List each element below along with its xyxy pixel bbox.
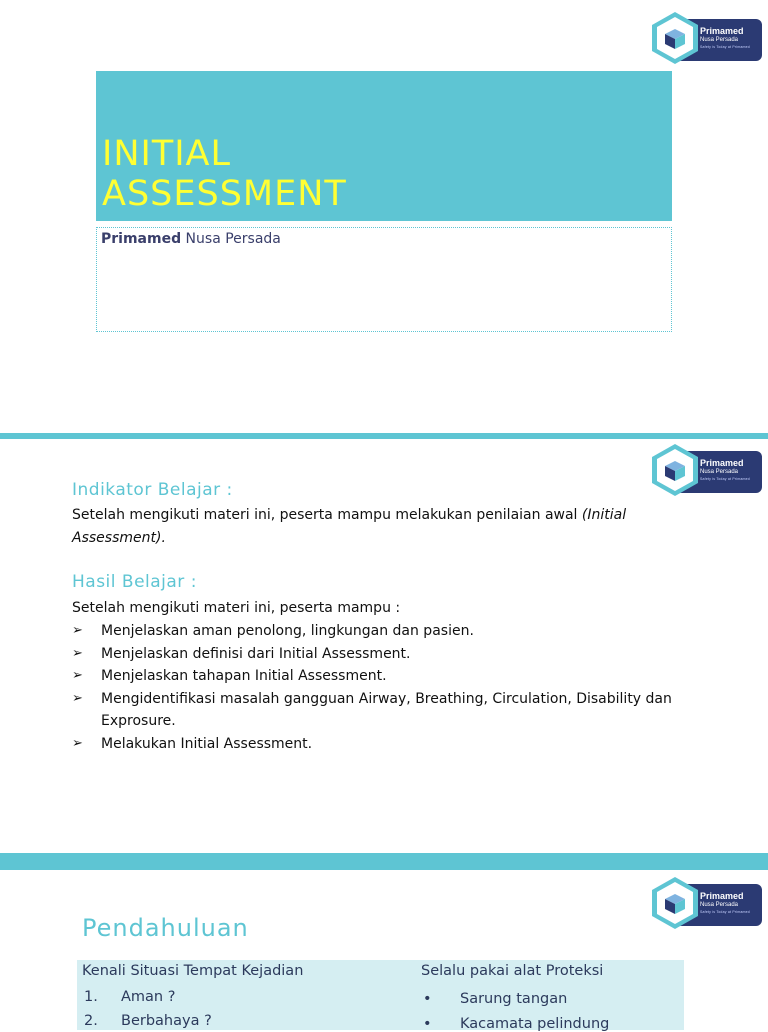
- logo-hexagon-icon: [650, 11, 700, 65]
- list-item: [72, 665, 722, 688]
- result-text: Menjelaskan definisi dari Initial Assessment.: [101, 645, 411, 662]
- list-item: [72, 688, 722, 733]
- left-column-header: Kenali Situasi Tempat Kejadian: [82, 963, 304, 979]
- list-item-label: Berbahaya ?: [121, 1013, 212, 1029]
- arrow-bullet-icon: ➢: [72, 645, 83, 661]
- list-item: [84, 989, 98, 1005]
- logo-primamed: [650, 443, 762, 497]
- logo-tagline: Safety is Today at Primamed: [700, 477, 750, 481]
- right-column-header: Selalu pakai alat Proteksi: [421, 963, 604, 979]
- heading-hasil: Hasil Belajar :: [72, 572, 197, 592]
- logo-primamed: [650, 876, 762, 930]
- list-item-label: Kacamata pelindung: [460, 1016, 610, 1032]
- list-item: [72, 620, 722, 643]
- result-text: Menjelaskan aman penolong, lingkungan dan pasien.: [101, 623, 474, 639]
- subtitle-rest: Nusa Persada: [181, 231, 281, 247]
- logo-name: Primamed: [700, 26, 744, 36]
- logo-name: Primamed: [700, 458, 744, 468]
- item-number: 2.: [84, 1013, 98, 1029]
- slide-title-text: [102, 134, 662, 214]
- indicator-italic-1: (Initial: [581, 507, 627, 523]
- result-text: Melakukan Initial Assessment.: [101, 735, 313, 752]
- list-item: [72, 733, 722, 756]
- heading-pendahuluan: Pendahuluan: [82, 914, 249, 942]
- bullet-dot-icon: •: [423, 1016, 432, 1032]
- bullet-dot-icon: •: [423, 991, 432, 1007]
- heading-indikator: Indikator Belajar :: [72, 480, 233, 500]
- result-text: Mengidentifikasi masalah gangguan Airway, Breathing, Circulation, Disability dan: [101, 690, 672, 707]
- list-item: [84, 1013, 98, 1029]
- logo-sub: Nusa Persada: [700, 469, 739, 475]
- results-list: [72, 620, 722, 755]
- logo-sub: Nusa Persada: [700, 902, 739, 908]
- logo-tagline: Safety is Today at Primamed: [700, 910, 750, 914]
- result-intro: Setelah mengikuti materi ini, peserta mampu :: [72, 600, 401, 616]
- logo-hexagon-icon: [650, 443, 700, 497]
- logo-name: Primamed: [700, 891, 744, 901]
- list-item-label: Sarung tangan: [460, 991, 568, 1007]
- title-line-1: INITIAL: [102, 134, 231, 174]
- arrow-bullet-icon: ➢: [72, 735, 83, 751]
- arrow-bullet-icon: ➢: [72, 668, 83, 683]
- slide-divider-2: [0, 853, 768, 870]
- slide-title: [0, 0, 768, 433]
- result-text: Menjelaskan tahapan Initial Assessment.: [101, 668, 387, 684]
- logo-primamed: [650, 11, 762, 65]
- indicator-main: Setelah mengikuti materi ini, peserta mampu melakukan penilaian awal: [72, 507, 582, 523]
- indicator-italic-2: Assessment).: [72, 529, 166, 546]
- indicator-text: [72, 504, 692, 549]
- result-text-continuation: Exprosure.: [101, 713, 176, 729]
- logo-tagline: Safety is Today at Primamed: [700, 45, 750, 49]
- subtitle-bold: Primamed: [101, 231, 182, 247]
- logo-hexagon-icon: [650, 876, 700, 930]
- subtitle: [101, 231, 281, 247]
- list-item: [72, 643, 722, 666]
- arrow-bullet-icon: ➢: [72, 623, 83, 638]
- logo-sub: Nusa Persada: [700, 37, 739, 43]
- title-line-2: ASSESSMENT: [102, 174, 347, 214]
- item-number: 1.: [84, 989, 98, 1005]
- arrow-bullet-icon: ➢: [72, 690, 83, 706]
- list-item-label: Aman ?: [121, 989, 176, 1005]
